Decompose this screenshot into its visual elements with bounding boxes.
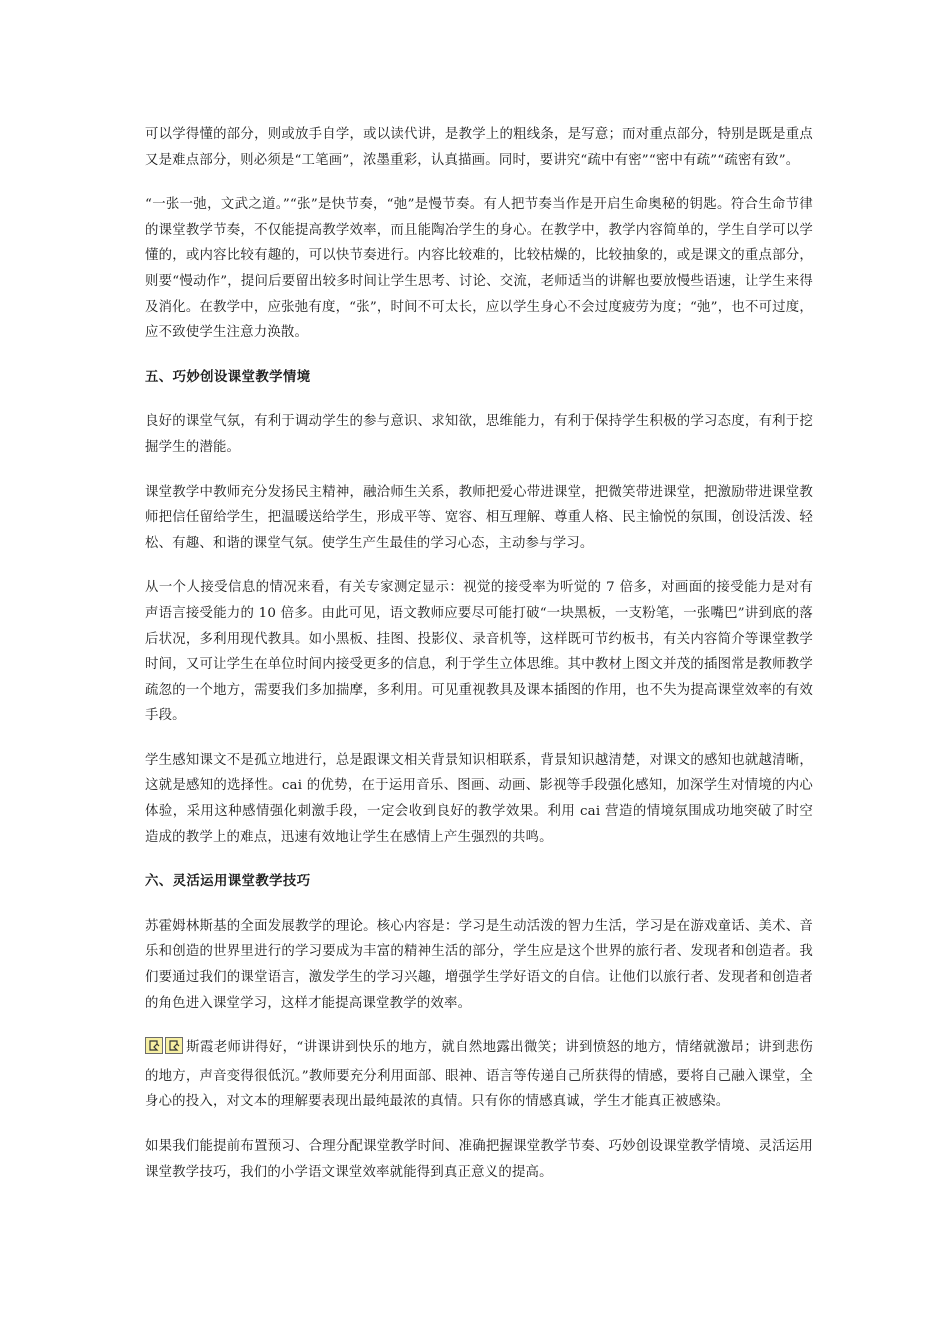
paragraph-sixia-text: 斯霞老师讲得好，“讲课讲到快乐的地方，就自然地露出微笑；讲到愤怒的地方，情绪就激昂；讲到悲伤的地方，声音变得很低沉。”教师要充分利用面部、眼神、语言等传递自己所获得的情感，要将自己融入课堂，全身心的投入，对文本的理解要表现出最纯最浓的真情。只有你的情感真诚，学生才能真正被感染。 [145, 1040, 813, 1110]
paragraph-democracy: 课堂教学中教师充分发扬民主精神，融洽师生关系，教师把爱心带进课堂，把微笑带进课堂，把激励带进课堂教师把信任留给学生，把温暖送给学生，形成平等、宽容、相互理解、尊重人格、民主愉悦的氛围，创设活泼、轻松、有趣、和谐的课堂气氛。使学生产生最佳的学习心态，主动参与学习。 [145, 484, 813, 551]
section-heading-six: 六、灵活运用课堂教学技巧 [145, 873, 311, 890]
paragraph-writing-style: 可以学得懂的部分，则或放手自学，或以读代讲，是教学上的粗线条，是写意；而对重点部分，特别是既是重点又是难点部分，则必须是“工笔画”，浓墨重彩，认真描画。同时，要讲究“疏中有密”“密中有疏”“疏密有致”。 [145, 127, 813, 168]
inline-image-group [145, 1037, 185, 1064]
paragraph-visual-teaching: 从一个人接受信息的情况来看，有关专家测定显示：视觉的接受率为听觉的 7 倍多，对画面的接受能力是对有声语言接受能力的 10 倍多。由此可见，语文教师应要尽可能打破“一块黑板，一支粉笔，一张嘴巴”讲到底的落后状况，多利用现代教具。如小黑板、挂图、投影仪、录音机等，这样既可节约板书，有关内容简介等课堂教学时间，又可让学生在单位时间内接受更多的信息，利于学生立体思维。其中教材上图文并茂的插图常是教师教学疏忽的一个地方，需要我们多加揣摩，多利用。可见重视教具及课本插图的作用，也不失为提高课堂效率的有效手段。 [145, 580, 813, 724]
paragraph-rhythm: “一张一弛，文武之道。”“张”是快节奏，“弛”是慢节奏。有人把节奏当作是开启生命奥秘的钥匙。符合生命节律的课堂教学节奏，不仅能提高教学效率，而且能陶冶学生的身心。在教学中，教学内容简单的，学生自学可以学懂的，或内容比较有趣的，可以快节奏进行。内容比较难的，比较枯燥的，比较抽象的，或是课文的重点部分，则要“慢动作”，提问后要留出较多时间让学生思考、讨论、交流，老师适当的讲解也要放慢些语速，让学生来得及消化。在教学中，应张弛有度，“张”，时间不可太长，应以学生身心不会过度疲劳为度；“弛”，也不可过度，应不致使学生注意力涣散。 [145, 197, 813, 341]
paragraph-sixia [145, 1035, 813, 1115]
paragraph-sukhomlinsky: 苏霍姆林斯基的全面发展教学的理论。核心内容是：学习是生动活泼的智力生活，学习是在游戏童话、美术、音乐和创造的世界里进行的学习要成为丰富的精神生活的部分，学生应是这个世界的旅行者、发现者和创造者。我们要通过我们的课堂语言，激发学生的学习兴趣，增强学生学好语文的自信。让他们以旅行者、发现者和创造者的角色进入课堂学习，这样才能提高课堂教学的效率。 [145, 918, 813, 1011]
broken-image-icon[interactable] [165, 1037, 183, 1054]
broken-image-icon[interactable] [145, 1037, 163, 1054]
paragraph-conclusion: 如果我们能提前布置预习、合理分配课堂教学时间、准确把握课堂教学节奏、巧妙创设课堂教学情境、灵活运用课堂教学技巧，我们的小学语文课堂效率就能得到真正意义的提高。 [145, 1139, 813, 1180]
document-body [145, 122, 813, 1204]
paragraph-atmosphere: 良好的课堂气氛，有利于调动学生的参与意识、求知欲，思维能力，有利于保持学生积极的学习态度，有利于挖掘学生的潜能。 [145, 414, 813, 455]
section-heading-five: 五、巧妙创设课堂教学情境 [145, 368, 311, 385]
paragraph-perception: 学生感知课文不是孤立地进行，总是跟课文相关背景知识相联系，背景知识越清楚，对课文的感知也就越清晰，这就是感知的选择性。cai 的优势，在于运用音乐、图画、动画、影视等手段强化感知，加深学生对情境的内心体验，采用这种感情强化刺激手段，一定会收到良好的教学效果。利用 cai 营造的情境氛围成功地突破了时空造成的教学上的难点，迅速有效地让学生在感情上产生强烈的共鸣。 [145, 752, 813, 845]
